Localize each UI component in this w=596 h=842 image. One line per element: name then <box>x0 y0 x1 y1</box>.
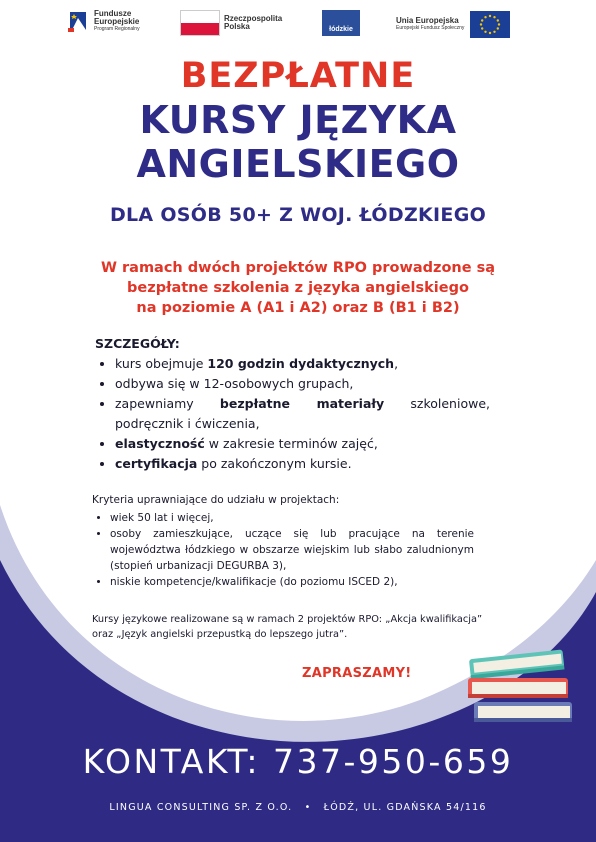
list-item: • wiek 50 lat i więcej, <box>110 510 474 526</box>
lodzkie-label: łódzkie <box>322 10 360 36</box>
fe-line3: Program Regionalny <box>94 25 140 32</box>
rp-line1: Rzeczpospolita <box>224 14 283 23</box>
ue-line1: Unia Europejska <box>396 16 459 25</box>
contact-phone: KONTAKT: 737-950-659 <box>82 742 514 781</box>
intro-line2: bezpłatne szkolenia z języka angielskiego <box>127 280 469 296</box>
list-item: • odbywa się w 12-osobowych grupach, <box>115 374 490 394</box>
rzeczpospolita-logo <box>180 10 282 36</box>
fundusze-europejskie-logo <box>68 8 140 34</box>
footer <box>0 802 596 813</box>
details-section <box>95 336 490 474</box>
books-icon <box>466 646 576 726</box>
list-item: • certyfikacja po zakończonym kursie. <box>115 454 490 474</box>
footer-address: ŁÓDŹ, UL. GDAŃSKA 54/116 <box>323 802 487 813</box>
eu-flag-icon <box>470 11 510 38</box>
headline-line2: KURSY JĘZYKA <box>139 98 457 142</box>
criteria-section <box>92 492 474 590</box>
details-title: SZCZEGÓŁY: <box>95 336 180 351</box>
list-item: • niskie kompetencje/kwalifikacje (do poziomu ISCED 2), <box>110 574 474 590</box>
fe-line1: Fundusze <box>94 8 132 18</box>
criteria-list <box>92 510 474 590</box>
intro-text <box>0 258 596 318</box>
fe-line2: Europejskie <box>94 16 140 26</box>
criteria-intro: Kryteria uprawniające do udziału w projektach: <box>92 494 340 506</box>
headline-subtitle: DLA OSÓB 50+ Z WOJ. ŁÓDZKIEGO <box>109 204 487 226</box>
invite-text: ZAPRASZAMY! <box>302 666 412 681</box>
list-item: • elastyczność w zakresie terminów zajęć, <box>115 434 490 454</box>
list-item: • osoby zamieszkujące, uczące się lub pracujące na terenie województwa łódzkiego w obszarze wiejskim lub słabo zaludnionym (stopień urbanizacji DEGURBA 3), <box>110 526 474 574</box>
headline-free: BEZPŁATNE <box>180 56 416 96</box>
unia-europejska-logo <box>396 11 510 38</box>
details-list <box>95 354 490 474</box>
ue-line2: Europejski Fundusz Społeczny <box>396 25 465 31</box>
footer-separator: • <box>304 802 312 813</box>
list-item: • zapewniamy bezpłatne materiały szkoleniowe, podręcznik i ćwiczenia, <box>115 394 490 434</box>
logo-bar <box>0 8 596 44</box>
lodzkie-logo <box>322 10 360 36</box>
headline-line3: ANGIELSKIEGO <box>136 142 460 186</box>
projects-note: Kursy językowe realizowane są w ramach 2 projektów RPO: „Akcja kwalifikacja” oraz „Język angielski przepustką do lepszego jutra”. <box>92 614 483 640</box>
rp-line2: Polska <box>224 22 250 31</box>
footer-company: LINGUA CONSULTING SP. Z O.O. <box>109 802 293 813</box>
headline-courses <box>0 98 596 186</box>
poland-flag-icon <box>180 10 220 36</box>
fe-star-icon <box>68 8 90 34</box>
list-item: • kurs obejmuje 120 godzin dydaktycznych, <box>115 354 490 374</box>
intro-line1: W ramach dwóch projektów RPO prowadzone są <box>100 260 496 276</box>
intro-line3: na poziomie A (A1 i A2) oraz B (B1 i B2) <box>136 300 460 316</box>
